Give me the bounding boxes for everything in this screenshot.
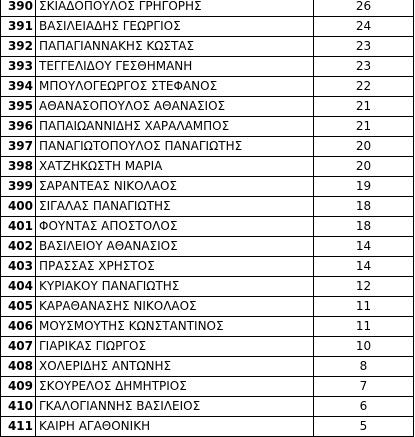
rank-cell: 395 — [1, 97, 36, 117]
name-cell: ΠΑΠΑΙΩΑΝΝΙΔΗΣ ΧΑΡΑΛΑΜΠΟΣ — [36, 117, 314, 137]
name-cell: ΒΑΣΙΛΕΙΑΔΗΣ ΓΕΩΡΓΙΟΣ — [36, 17, 314, 37]
score-cell: 22 — [314, 77, 414, 97]
rank-cell: 391 — [1, 17, 36, 37]
results-table-body — [1, 0, 414, 437]
score-cell: 6 — [314, 397, 414, 417]
score-cell: 18 — [314, 197, 414, 217]
table-row — [1, 377, 414, 397]
rank-cell: 409 — [1, 377, 36, 397]
score-cell: 14 — [314, 257, 414, 277]
score-cell: 20 — [314, 157, 414, 177]
score-cell: 11 — [314, 297, 414, 317]
score-cell: 10 — [314, 337, 414, 357]
rank-cell: 394 — [1, 77, 36, 97]
name-cell: ΓΚΑΛΟΓΙΑΝΝΗΣ ΒΑΣΙΛΕΙΟΣ — [36, 397, 314, 417]
table-row — [1, 117, 414, 137]
score-cell: 14 — [314, 237, 414, 257]
rank-cell: 397 — [1, 137, 36, 157]
score-cell: 24 — [314, 17, 414, 37]
table-row — [1, 37, 414, 57]
rank-cell: 403 — [1, 257, 36, 277]
rank-cell: 404 — [1, 277, 36, 297]
rank-cell: 398 — [1, 157, 36, 177]
name-cell: ΦΟΥΝΤΑΣ ΑΠΟΣΤΟΛΟΣ — [36, 217, 314, 237]
score-cell: 8 — [314, 357, 414, 377]
name-cell: ΒΑΣΙΛΕΙΟΥ ΑΘΑΝΑΣΙΟΣ — [36, 237, 314, 257]
name-cell: ΚΥΡΙΑΚΟΥ ΠΑΝΑΓΙΩΤΗΣ — [36, 277, 314, 297]
table-row — [1, 337, 414, 357]
rank-cell: 390 — [1, 0, 36, 17]
rank-cell: 399 — [1, 177, 36, 197]
rank-cell: 410 — [1, 397, 36, 417]
score-cell: 21 — [314, 97, 414, 117]
rank-cell: 405 — [1, 297, 36, 317]
table-row — [1, 357, 414, 377]
table-row — [1, 57, 414, 77]
name-cell: ΚΑΙΡΗ ΑΓΑΘΟΝΙΚΗ — [36, 417, 314, 437]
rank-cell: 392 — [1, 37, 36, 57]
table-row — [1, 137, 414, 157]
table-row — [1, 397, 414, 417]
score-cell: 23 — [314, 37, 414, 57]
score-cell: 12 — [314, 277, 414, 297]
table-row — [1, 197, 414, 217]
rank-cell: 407 — [1, 337, 36, 357]
rank-cell: 402 — [1, 237, 36, 257]
score-cell: 21 — [314, 117, 414, 137]
name-cell: ΧΑΤΖΗΚΩΣΤΗ ΜΑΡΙΑ — [36, 157, 314, 177]
name-cell: ΜΟΥΣΜΟΥΤΗΣ ΚΩΝΣΤΑΝΤΙΝΟΣ — [36, 317, 314, 337]
table-row — [1, 17, 414, 37]
name-cell: ΣΚΟΥΡΕΛΟΣ ΔΗΜΗΤΡΙΟΣ — [36, 377, 314, 397]
table-row — [1, 177, 414, 197]
score-cell: 5 — [314, 417, 414, 437]
name-cell: ΣΙΓΑΛΑΣ ΠΑΝΑΓΙΩΤΗΣ — [36, 197, 314, 217]
table-row — [1, 217, 414, 237]
table-row — [1, 317, 414, 337]
score-cell: 18 — [314, 217, 414, 237]
rank-cell: 406 — [1, 317, 36, 337]
name-cell: ΤΕΓΓΕΛΙΔΟΥ ΓΕΣΘΗΜΑΝΗ — [36, 57, 314, 77]
name-cell: ΠΑΠΑΓΙΑΝΝΑΚΗΣ ΚΩΣΤΑΣ — [36, 37, 314, 57]
score-cell: 11 — [314, 317, 414, 337]
table-row — [1, 417, 414, 437]
rank-cell: 408 — [1, 357, 36, 377]
name-cell: ΓΙΑΡΙΚΑΣ ΓΙΩΡΓΟΣ — [36, 337, 314, 357]
table-row — [1, 97, 414, 117]
rank-cell: 401 — [1, 217, 36, 237]
rank-cell: 396 — [1, 117, 36, 137]
score-cell: 23 — [314, 57, 414, 77]
score-cell: 19 — [314, 177, 414, 197]
table-row — [1, 257, 414, 277]
name-cell: ΧΟΛΕΡΙΔΗΣ ΑΝΤΩΝΗΣ — [36, 357, 314, 377]
table-row — [1, 297, 414, 317]
rank-cell: 393 — [1, 57, 36, 77]
name-cell: ΠΡΑΣΣΑΣ ΧΡΗΣΤΟΣ — [36, 257, 314, 277]
score-cell: 20 — [314, 137, 414, 157]
name-cell: ΜΠΟΥΛΟΓΕΩΡΓΟΣ ΣΤΕΦΑΝΟΣ — [36, 77, 314, 97]
name-cell: ΣΚΙΑΔΟΠΟΥΛΟΣ ΓΡΗΓΟΡΗΣ — [36, 0, 314, 17]
rank-cell: 400 — [1, 197, 36, 217]
score-cell: 7 — [314, 377, 414, 397]
table-row — [1, 0, 414, 17]
name-cell: ΣΑΡΑΝΤΕΑΣ ΝΙΚΟΛΑΟΣ — [36, 177, 314, 197]
name-cell: ΚΑΡΑΘΑΝΑΣΗΣ ΝΙΚΟΛΑΟΣ — [36, 297, 314, 317]
score-cell: 26 — [314, 0, 414, 17]
name-cell: ΠΑΝΑΓΙΩΤΟΠΟΥΛΟΣ ΠΑΝΑΓΙΩΤΗΣ — [36, 137, 314, 157]
table-row — [1, 237, 414, 257]
table-row — [1, 277, 414, 297]
name-cell: ΑΘΑΝΑΣΟΠΟΥΛΟΣ ΑΘΑΝΑΣΙΟΣ — [36, 97, 314, 117]
rank-cell: 411 — [1, 417, 36, 437]
table-row — [1, 77, 414, 97]
table-row — [1, 157, 414, 177]
